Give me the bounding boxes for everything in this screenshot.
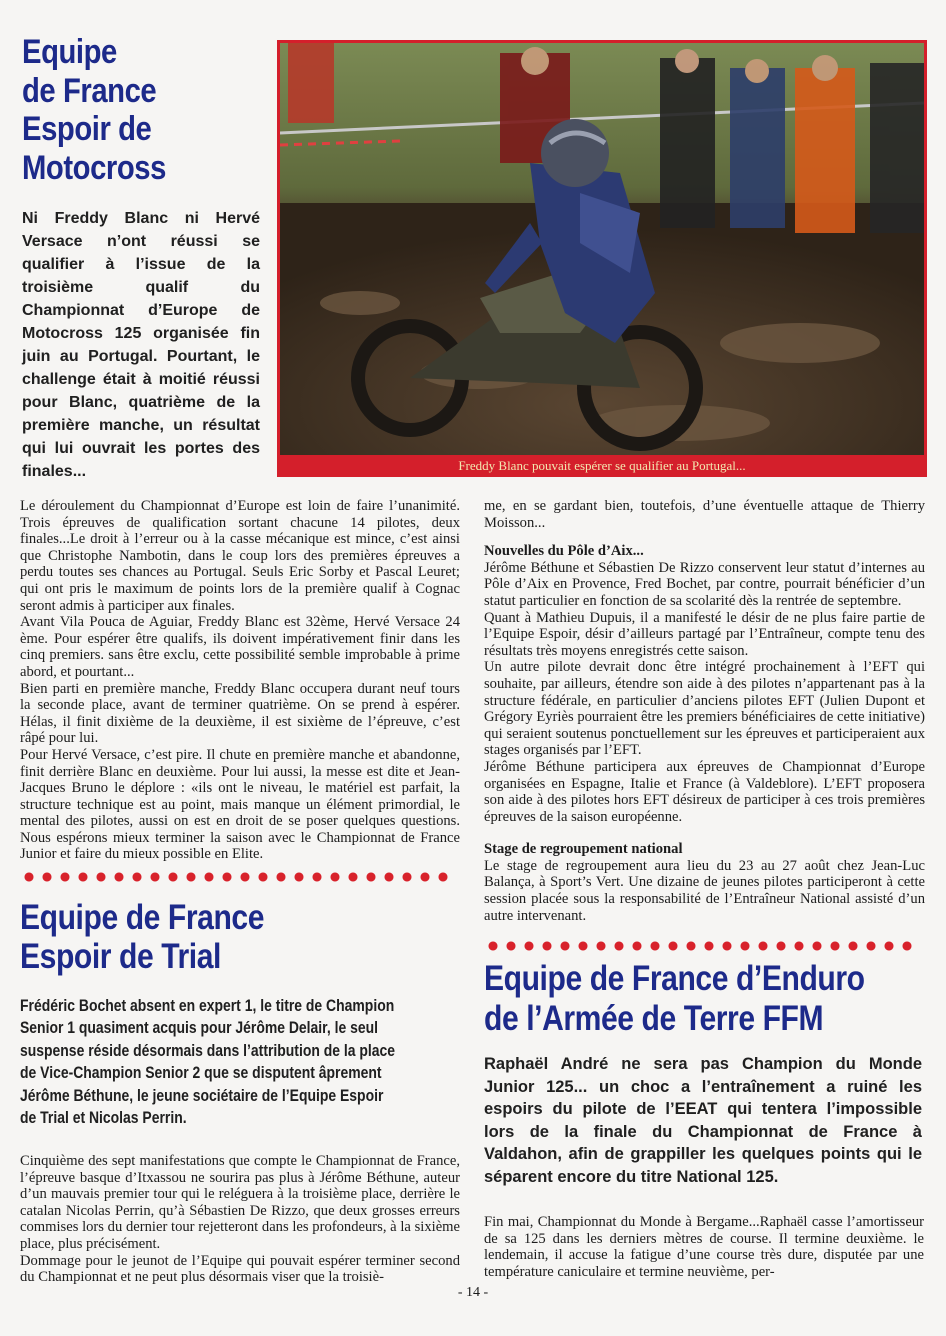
lead-line: suspense réside désormais dans l’attribution de la place [20, 1041, 396, 1060]
motocross-photo [280, 43, 924, 455]
paragraph: Jérôme Béthune et Sébastien De Rizzo conservent leur statut d’internes au Pôle d’Aix en Provence, Fred Bochet, par contre, pourrait bénéficier d’un statut particulier en fonction de sa scolarité dès la rentrée de septembre. [484, 559, 925, 609]
paragraph: me, en se gardant bien, toutefois, d’une éventuelle attaque de Thierry Moisson... [484, 498, 925, 531]
lead-line: Ni Freddy Blanc ni Hervé [22, 210, 260, 227]
trial-body [20, 1153, 460, 1286]
paragraph: Dommage pour le jeunot de l’Equipe qui pouvait espérer terminer second du Championnat et ne peut plus désormais viser que la troisiè- [20, 1252, 460, 1286]
pole-subhead: Nouvelles du Pôle d’Aix... [484, 543, 644, 560]
headline-line: Motocross [22, 148, 166, 187]
lead-line: Valdahon, afin de grappiller les quelques points qui le [484, 1145, 922, 1163]
paragraph: Pour Hervé Versace, c’est pire. Il chute en première manche et abandonne, finit derrière Blanc en deuxième. Pour lui aussi, la messe est dite et Jean-Jacques Bruno le déplore : «ils ont le niveau, le matériel est parfait, la structure technique est au point, mais manque un élément primordial, le mental des pilotes, aussi on est en droit de se poser quelques questions. Nous espérons mieux terminer la saison avec le Championnat de France Junior et faire du mieux possible en Elite. [20, 746, 460, 863]
lead-line: finales... [22, 463, 87, 480]
lead-line: Jérôme Béthune, le jeune sociétaire de l’Equipe Espoir [20, 1086, 384, 1105]
paragraph: Cinquième des sept manifestations que compte le Championnat de France, l’épreuve basque d’Itxassou ne sourira pas plus à Jérôme Béthune, auteur d’un mauvais premier tour qui le reléguera à la troisième place, derrière le catalan Nicolas Perrin, qu’à Sébastien De Rizzo, que deux grosses erreurs commises lors du dernier tour rejetteront dans les profondeurs, à la sixième place, plus précisément. [20, 1153, 460, 1252]
paragraph: Quant à Mathieu Dupuis, il a manifesté le désir de ne plus faire partie de l’Equipe Espoir, désir d’ailleurs partagé par l’Entraîneur, compte tenu des résultats très moyens enregistrés cette saison. [484, 609, 925, 659]
enduro-lead [484, 1053, 922, 1188]
lead-line: Senior 1 quasiment acquis pour Jérôme Delair, le seul [20, 1019, 378, 1038]
lead-line: de Trial et Nicolas Perrin. [20, 1109, 187, 1128]
lead-line: lors de la finale du Championnat de France à [484, 1122, 922, 1141]
motocross-body-col2 [484, 498, 925, 924]
lead-line: qualifier à l’issue de la [22, 256, 260, 273]
lead-line: challenge était à moitié réussi [22, 371, 260, 388]
lead-line: Motocross 125 organisée fin [22, 325, 260, 342]
trial-lead [20, 995, 459, 1129]
headline-line: Espoir de Trial [20, 937, 221, 976]
lead-line: juin au Portugal. Pourtant, le [22, 348, 260, 365]
red-dot-separator [484, 939, 916, 953]
motocross-photo-frame [277, 40, 927, 477]
headline-line: Equipe de France [20, 898, 265, 937]
headline-line: de France [22, 71, 157, 110]
paragraph: Fin mai, Championnat du Monde à Bergame...Raphaël casse l’amortisseur de sa 125 dans les derniers mètres de course. Il termine deuxième. le lendemain, il accuse la fatigue d’une course très dure, disputée par une température caniculaire et termine neuvième, per- [484, 1214, 924, 1280]
lead-line: séparent encore du titre National 125. [484, 1167, 779, 1186]
headline-line: Espoir de [22, 110, 152, 148]
motocross-lead [22, 207, 260, 483]
enduro-headline [484, 959, 865, 1039]
photo-caption: Freddy Blanc pouvait espérer se qualifier au Portugal... [458, 458, 746, 473]
lead-line: Junior 125... un choc a l’entraînement a ruiné les [484, 1077, 922, 1096]
motocross-body-col1 [20, 498, 460, 863]
lead-line: Versace n’ont réussi se [22, 233, 260, 250]
lead-line: troisième qualif du [22, 279, 260, 296]
paragraph: Le stage de regroupement aura lieu du 23 au 27 août chez Jean-Luc Balança, à Sport’s Vert. Une dizaine de jeunes pilotes participeront à cette session placée sous la responsabilité de l’Entraîneur National assisté d’un autre intervenant. [484, 857, 925, 924]
paragraph: Un autre pilote devrait donc être intégré prochainement à l’EFT qui souhaite, par ailleurs, étendre son aide à des pilotes n’appartenant pas à la structure fédérale, en particulier d’anciens pilotes EFT (Julien Dupont et Grégory Eyriès pourraient être les premiers bénéficiaires de cette initiative) qui seraient soutenus ponctuellement sur les épreuves et participeraient aux stages organisés par l’EFT. [484, 659, 925, 759]
paragraph: Avant Vila Pouca de Aguiar, Freddy Blanc est 32ème, Hervé Versace 24 ème. Pour espérer être qualifs, ils doivent impérativement finir dans les cinq premiers. sans être exclu, cette possibilité semble improbable à prime abord, et pourtant... [20, 614, 460, 680]
headline-line: de l’Armée de Terre FFM [484, 999, 824, 1038]
headline-line: Equipe [22, 33, 117, 71]
paragraph: Le déroulement du Championnat d’Europe est loin de faire l’unanimité. Trois épreuves de qualification sortant chacune 14 pilotes, deux finales...Le droit à l’erreur ou à la casse mécanique est mince, c’est ainsi que Christophe Nambotin, dans le coup lors des premières épreuves a perdu toutes ses chances au Portugal. Seuls Eric Sorby et Pascal Leuret; qui ont pris le maximum de points lors de la première qualif à Cognac seront admis à participer aux finales. [20, 498, 460, 614]
lead-line: qui lui ouvrait les portes des [22, 440, 260, 457]
headline-line: Equipe de France d’Enduro [484, 959, 865, 998]
lead-line: espoirs du pilote de l’EEAT qui tentera l’impossible [484, 1100, 922, 1118]
lead-line: Raphaël André ne sera pas Champion du Monde [484, 1055, 922, 1073]
lead-line: de Vice-Champion Senior 2 que se disputent âprement [20, 1064, 382, 1083]
enduro-body [484, 1214, 924, 1280]
lead-line: pour Blanc, quatrième de la [22, 394, 260, 411]
trial-headline [20, 898, 264, 976]
red-dot-separator [20, 870, 452, 884]
lead-line: Frédéric Bochet absent en expert 1, le titre de Champion [20, 997, 395, 1015]
lead-line: première manche, un résultat [22, 417, 260, 434]
paragraph: Bien parti en première manche, Freddy Blanc occupera durant neuf tours la seconde place, avant de terminer quatrième. On se prend à espérer. Hélas, il finit dixième de la deuxième, il est sixième de l’épreuve, c’est râpé pour lui. [20, 680, 460, 747]
rider-photo-illustration [280, 43, 924, 455]
lead-line: Championnat d’Europe de [22, 302, 260, 319]
paragraph: Jérôme Béthune participera aux épreuves de Championnat d’Europe organisées en Espagne, Italie et France (à Valdeblore). L’EFT proposera son aide à des pilotes hors EFT désireux de participer à ces trois premières épreuves de la saison européenne. [484, 758, 925, 825]
motocross-headline [22, 33, 166, 187]
page-number: - 14 - [457, 1285, 489, 1300]
stage-subhead: Stage de regroupement national [484, 841, 683, 858]
